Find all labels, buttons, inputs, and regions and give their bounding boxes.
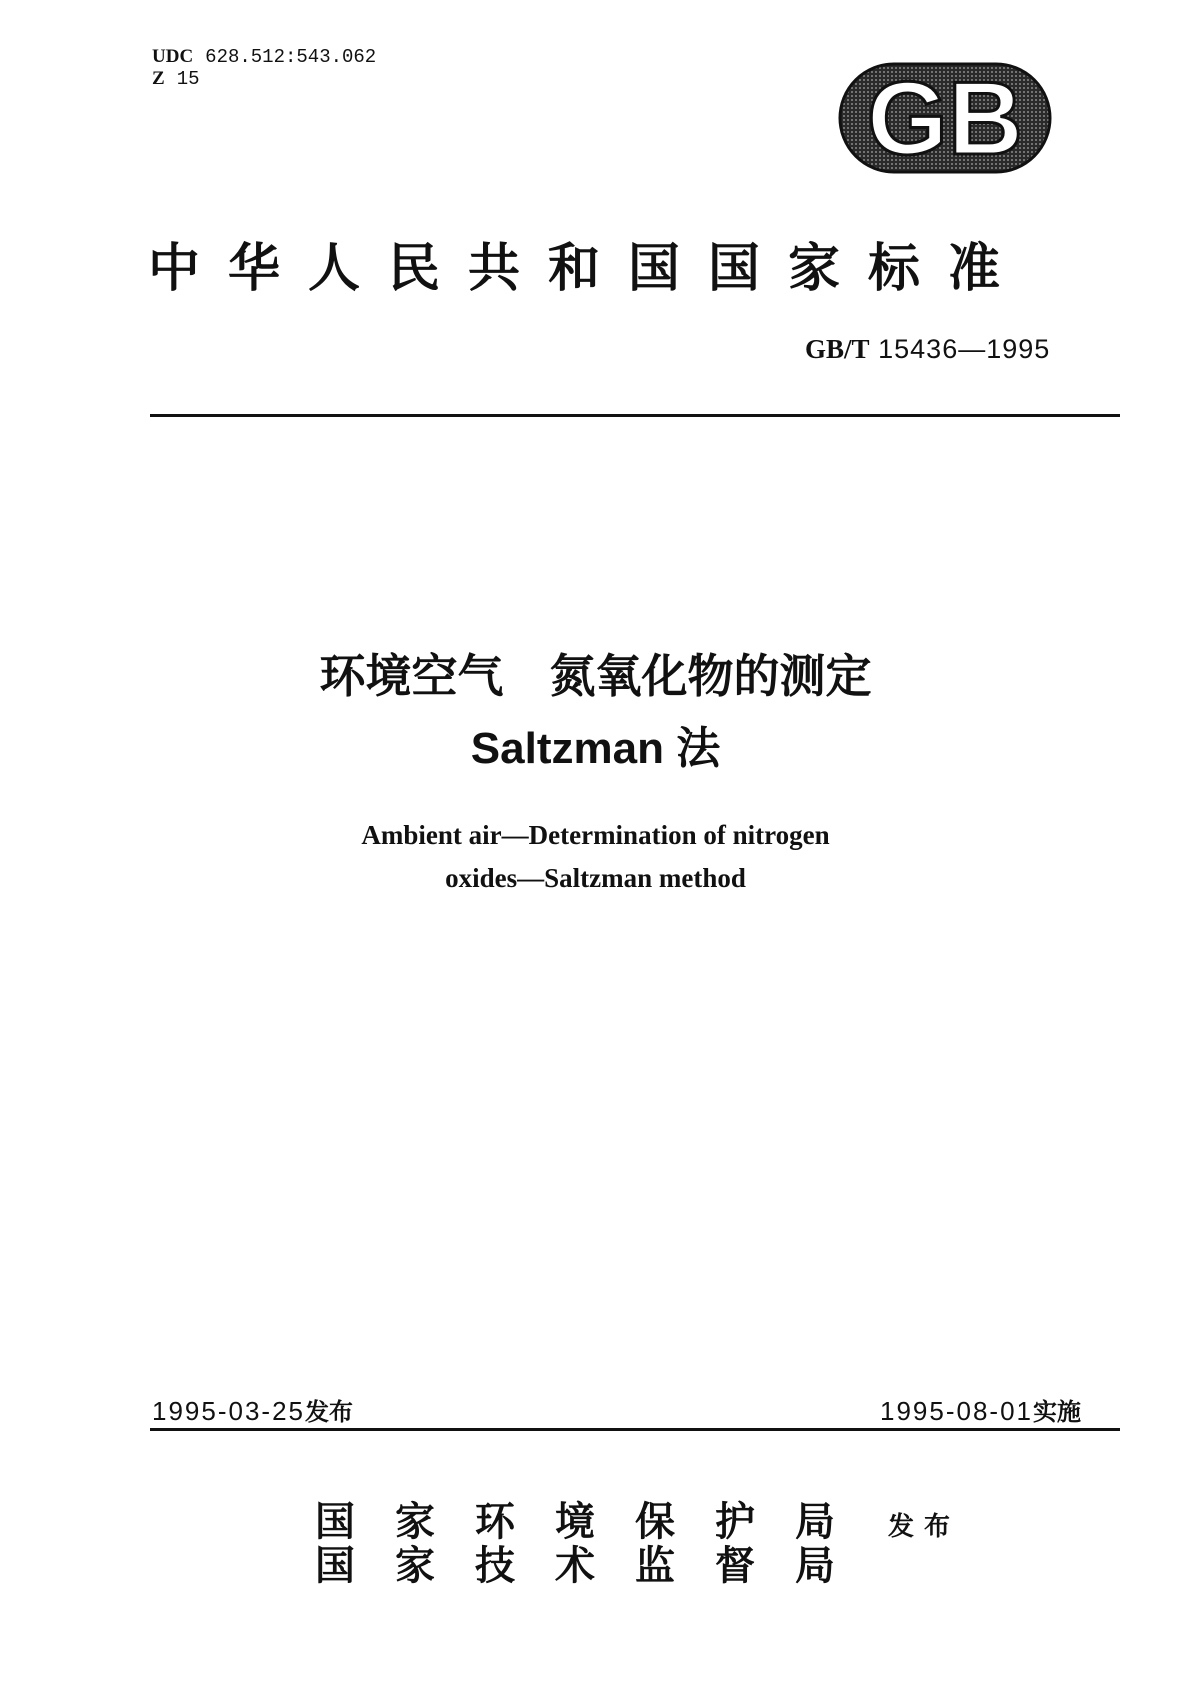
udc-label: UDC [152,46,194,67]
effective-date: 1995-08-01 [880,1396,1033,1426]
issued-date: 1995-03-25 [152,1396,305,1426]
issuer-line2: 国家技术监督局 [315,1542,875,1589]
bottom-divider [150,1428,1120,1431]
title-en [0,814,1191,900]
effective-label: 实施 [1033,1398,1081,1426]
issued-label: 发布 [305,1398,353,1426]
standard-prefix: GB/T [805,334,870,364]
udc-value: 628.512:543.062 [205,46,377,68]
top-divider [150,414,1120,417]
national-standard-banner: 中华人民共和国国家标准 [148,238,1029,299]
title-en-line2: oxides—Saltzman method [445,863,746,893]
gb-logo [838,62,1052,174]
effective-date-block [880,1392,1081,1427]
gb-logo-text: GB [867,62,1023,174]
udc-block [152,46,376,90]
issuer-line1: 国家环境保护局 [315,1498,875,1545]
standard-number [805,334,1050,365]
standard-code: 15436—1995 [878,334,1051,364]
class-label: Z [152,68,165,89]
title-cn-line1: 环境空气 氮氧化物的测定 [319,649,872,703]
title-en-line1: Ambient air—Determination of nitrogen [361,820,830,850]
issued-date-block [152,1392,353,1427]
publish-label: 发布 [888,1512,961,1542]
title-cn-line2: Saltzman 法 [470,724,721,773]
class-value: 15 [176,68,200,90]
